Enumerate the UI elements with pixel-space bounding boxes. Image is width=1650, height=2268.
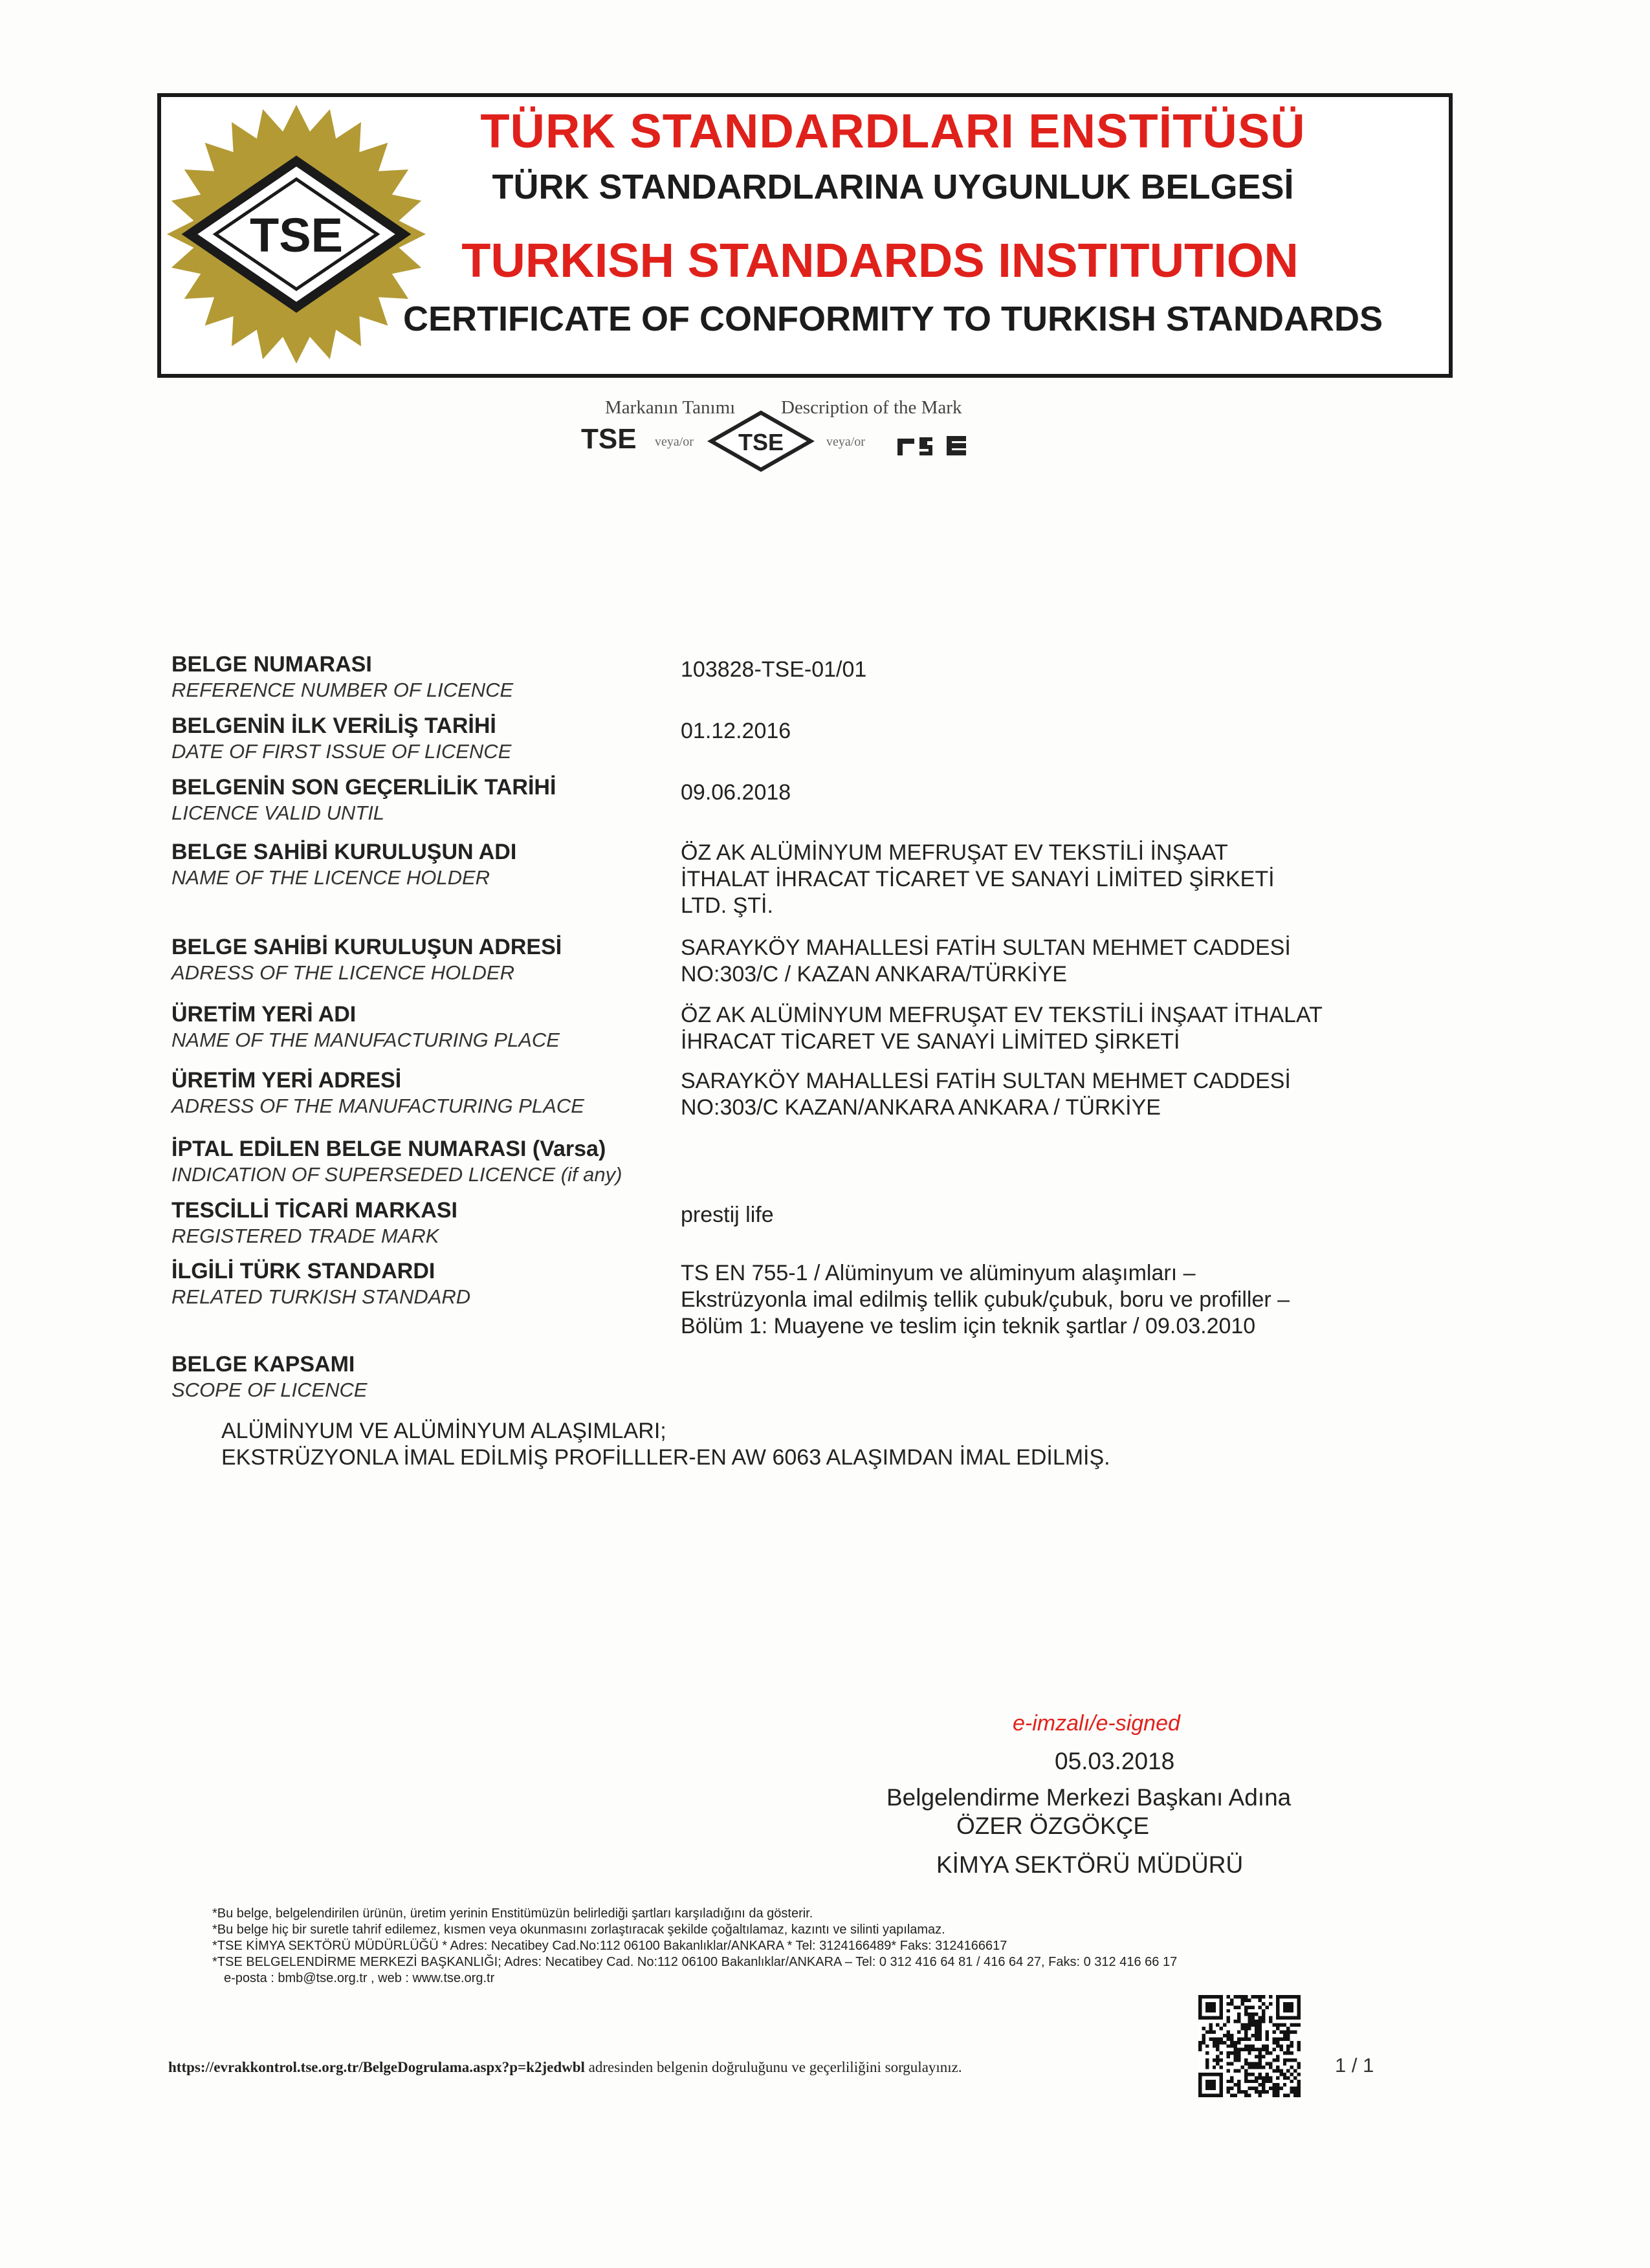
mark-label-tr: Markanın Tanımı	[605, 397, 736, 418]
field-label-en: RELATED TURKISH STANDARD	[171, 1285, 471, 1308]
seal-text: TSE	[250, 208, 343, 262]
footer-notes	[212, 1906, 1442, 1987]
field-label-tr: BELGENİN SON GEÇERLİLİK TARİHİ	[171, 775, 556, 800]
page-number: 1 / 1	[1335, 2054, 1374, 2077]
field-label-tr: BELGE NUMARASI	[171, 652, 372, 677]
field-value-licence-holder-name: ÖZ AK ALÜMİNYUM MEFRUŞAT EV TEKSTİLİ İNŞAAT İTHALAT İHRACAT TİCARET VE SANAYİ LİMİTED ŞİRKETİ LTD. ŞTİ.	[681, 840, 1275, 918]
title-en: TURKISH STANDARDS INSTITUTION	[461, 234, 1299, 287]
field-valid-until	[171, 775, 650, 825]
qr-code-icon	[1198, 1994, 1301, 2098]
subtitle-en: CERTIFICATE OF CONFORMITY TO TURKISH STANDARDS	[403, 300, 1383, 338]
field-label-en: LICENCE VALID UNTIL	[171, 801, 385, 824]
mark-logo-text: TSE	[738, 429, 784, 455]
note-line: *Bu belge, belgelendirilen ürünün, üretim yerinin Enstitümüzün belirlediği şartları karşıladığını da gösterir.	[212, 1906, 813, 1921]
mark-tse-text: TSE	[581, 423, 637, 455]
mark-or-1: veya/or	[655, 435, 694, 449]
esigned-label: e-imzalı/e-signed	[1013, 1711, 1180, 1736]
field-label-tr: İPTAL EDİLEN BELGE NUMARASI (Varsa)	[171, 1137, 606, 1161]
tse-rotated-mark-icon	[896, 430, 969, 457]
field-label-tr: İLGİLİ TÜRK STANDARDI	[171, 1259, 435, 1283]
field-label-tr: ÜRETİM YERİ ADI	[171, 1002, 357, 1027]
field-licence-holder-address	[171, 935, 650, 985]
field-first-issue-date	[171, 714, 650, 763]
field-value-related-standard: TS EN 755-1 / Alüminyum ve alüminyum alaşımları – Ekstrüzyonla imal edilmiş tellik çubuk/çubuk, boru ve profiller – Bölüm 1: Muayene ve teslim için teknik şartlar / 09.03.2010	[681, 1261, 1290, 1338]
field-label-en: NAME OF THE LICENCE HOLDER	[171, 866, 490, 889]
signature-on-behalf: Belgelendirme Merkezi Başkanı Adına	[886, 1784, 1292, 1811]
field-value-manufacturing-place-address: SARAYKÖY MAHALLESİ FATİH SULTAN MEHMET CADDESİ NO:303/C KAZAN/ANKARA ANKARA / TÜRKİYE	[681, 1069, 1291, 1120]
field-label-tr: ÜRETİM YERİ ADRESİ	[171, 1068, 402, 1093]
field-label-tr: BELGENİN İLK VERİLİŞ TARİHİ	[171, 714, 496, 738]
note-line: *TSE KİMYA SEKTÖRÜ MÜDÜRLÜĞÜ * Adres: Necatibey Cad.No:112 06100 Bakanlıklar/ANKARA * Tel: 3124166489* Faks: 3124166617	[212, 1939, 1007, 1953]
field-label-en: REFERENCE NUMBER OF LICENCE	[171, 679, 514, 701]
subtitle-tr: TÜRK STANDARDLARINA UYGUNLUK BELGESİ	[492, 168, 1294, 206]
mark-label-en: Description of the Mark	[781, 397, 962, 418]
field-label-tr: TESCİLLİ TİCARİ MARKASI	[171, 1198, 457, 1223]
field-label-en: INDICATION OF SUPERSEDED LICENCE (if any)	[171, 1163, 622, 1186]
field-value-reference-number: 103828-TSE-01/01	[681, 657, 867, 682]
note-line: *TSE BELGELENDİRME MERKEZİ BAŞKANLIĞI; Adres: Necatibey Cad. No:112 06100 Bakanlıklar/ANKARA – Tel: 0 312 416 64 81 / 416 64 27, Faks: 0 312 416 66 17	[212, 1955, 1178, 1969]
field-superseded-licence	[171, 1137, 650, 1186]
field-trade-mark	[171, 1198, 650, 1248]
field-label-en: ADRESS OF THE LICENCE HOLDER	[171, 961, 514, 984]
field-label-en: ADRESS OF THE MANUFACTURING PLACE	[171, 1095, 584, 1117]
mark-or-2: veya/or	[826, 435, 865, 449]
field-scope	[171, 1352, 650, 1402]
note-line: e-posta : bmb@tse.org.tr , web : www.tse.org.tr	[224, 1971, 495, 1985]
field-value-trade-mark: prestij life	[681, 1203, 774, 1227]
field-label-tr: BELGE SAHİBİ KURULUŞUN ADRESİ	[171, 935, 562, 959]
field-reference-number	[171, 652, 650, 702]
field-label-tr: BELGE KAPSAMI	[171, 1352, 355, 1377]
scope-description: ALÜMİNYUM VE ALÜMİNYUM ALAŞIMLARI; EKSTRÜZYONLA İMAL EDİLMİŞ PROFİLLLER-EN AW 6063 ALAŞIMDAN İMAL EDİLMİŞ.	[221, 1419, 1110, 1470]
verification-line	[168, 2059, 962, 2076]
field-licence-holder-name	[171, 840, 650, 889]
field-value-licence-holder-address: SARAYKÖY MAHALLESİ FATİH SULTAN MEHMET CADDESİ NO:303/C / KAZAN ANKARA/TÜRKİYE	[681, 935, 1291, 987]
field-manufacturing-place-name	[171, 1002, 650, 1052]
field-related-standard	[171, 1259, 650, 1309]
field-label-en: SCOPE OF LICENCE	[171, 1379, 368, 1401]
note-line: *Bu belge hiç bir suretle tahrif edilemez, kısmen veya okunmasını zorlaştıracak şekilde çoğaltılamaz, kazıntı ve silinti yapılamaz.	[212, 1923, 945, 1937]
signatory-title: KİMYA SEKTÖRÜ MÜDÜRÜ	[936, 1851, 1244, 1878]
field-label-en: REGISTERED TRADE MARK	[171, 1225, 439, 1247]
title-tr: TÜRK STANDARDLARI ENSTİTÜSÜ	[480, 104, 1306, 158]
field-label-en: NAME OF THE MANUFACTURING PLACE	[171, 1029, 560, 1051]
field-manufacturing-place-address	[171, 1068, 650, 1118]
field-value-manufacturing-place-name: ÖZ AK ALÜMİNYUM MEFRUŞAT EV TEKSTİLİ İNŞAAT İTHALAT İHRACAT TİCARET VE SANAYİ LİMİTED ŞİRKETİ	[681, 1003, 1323, 1054]
verification-text: adresinden belgenin doğruluğunu ve geçerliliğini sorgulayınız.	[584, 2059, 962, 2075]
verification-url[interactable]: https://evrakkontrol.tse.org.tr/BelgeDogrulama.aspx?p=k2jedwbl	[168, 2059, 585, 2075]
tse-diamond-logo-icon	[707, 409, 815, 474]
field-value-valid-until: 09.06.2018	[681, 780, 791, 805]
field-value-first-issue-date: 01.12.2016	[681, 719, 791, 743]
field-label-en: DATE OF FIRST ISSUE OF LICENCE	[171, 740, 512, 763]
signature-date: 05.03.2018	[1055, 1748, 1175, 1774]
signatory-name: ÖZER ÖZGÖKÇE	[956, 1813, 1150, 1839]
field-label-tr: BELGE SAHİBİ KURULUŞUN ADI	[171, 840, 517, 864]
